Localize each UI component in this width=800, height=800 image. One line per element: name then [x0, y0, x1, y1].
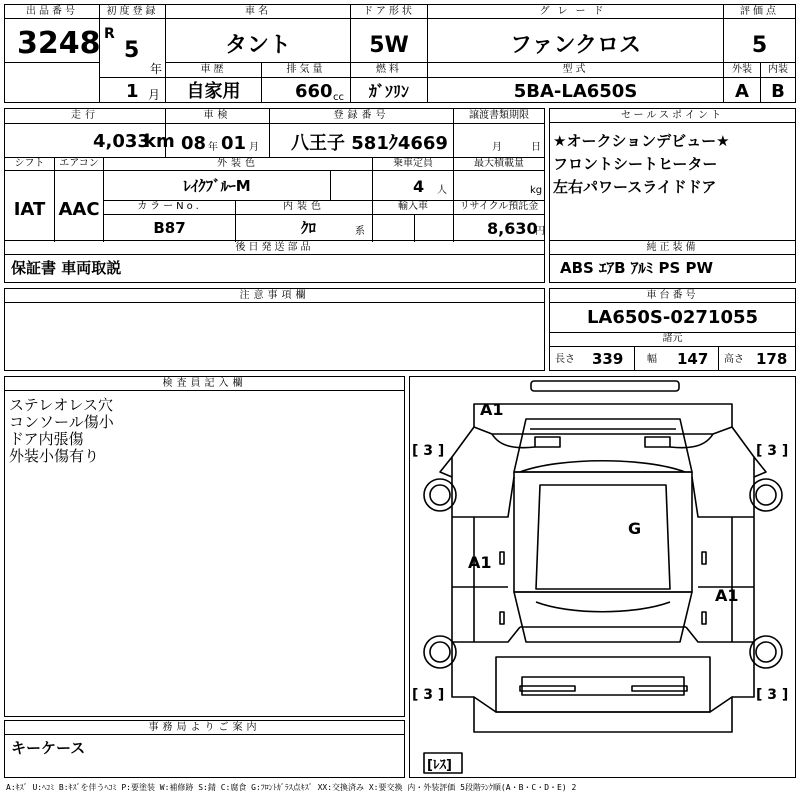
- sales-point: 左右パワースライドドア: [553, 178, 717, 196]
- caution-label: 注意事項欄: [5, 289, 544, 303]
- first-registration-label: 初度登録: [100, 5, 165, 19]
- inspection-label: 車検: [203, 110, 232, 121]
- color-label: 外装色: [217, 158, 259, 169]
- inspector-note: ドア内張傷: [9, 430, 84, 448]
- width: 147: [677, 350, 709, 368]
- inspection-month-unit: 月: [249, 142, 259, 153]
- later-items: 保証書 車両取説: [11, 259, 122, 277]
- displacement-label: 排気量: [286, 64, 326, 75]
- mileage-label: 走行: [71, 110, 99, 121]
- color-no: B87: [153, 219, 186, 237]
- color-no-label: カラーNo.: [137, 201, 202, 212]
- height: 178: [756, 350, 788, 368]
- inspection-month: 01: [221, 133, 247, 154]
- era: R: [104, 26, 115, 42]
- shift: IAT: [13, 199, 46, 220]
- details-box: [4, 108, 545, 241]
- first-registration-box: [99, 4, 166, 103]
- inspector-notes: [9, 397, 114, 465]
- fuel-label: 燃料: [376, 64, 402, 75]
- grade: ファンクロス: [509, 33, 642, 58]
- transfer-month-unit: 月: [492, 142, 502, 153]
- recycle-unit: 円: [535, 226, 545, 237]
- score: 5: [751, 33, 768, 58]
- car-diagram-box: [409, 376, 796, 778]
- exterior-label: 外装: [732, 64, 752, 75]
- capacity: 4: [413, 177, 425, 196]
- car-name: タント: [224, 33, 291, 58]
- office-note: キーケース: [11, 739, 86, 757]
- lot-number-label: 出品番号: [5, 5, 99, 19]
- caution-box: [4, 288, 545, 371]
- recycle: 8,630: [487, 219, 538, 238]
- reg-year: 5: [124, 38, 140, 63]
- history-label: 車歴: [200, 64, 227, 75]
- door: 5W: [369, 33, 409, 58]
- chassis-box: [549, 288, 796, 371]
- load-unit: kg: [530, 185, 543, 196]
- chassis-number: LA650S-0271055: [586, 307, 759, 328]
- inspector-box: [4, 376, 405, 717]
- dims-label: 諸元: [662, 333, 683, 344]
- door-box: [350, 4, 428, 103]
- mileage: 4,033: [93, 131, 150, 152]
- tire-rear-left: [ 3 ]: [412, 687, 445, 703]
- inspector-note: コンソール傷小: [9, 413, 114, 431]
- displacement: 660: [295, 81, 333, 102]
- model-code: 5BA-LA650S: [513, 81, 638, 102]
- car-diagram: [410, 377, 795, 777]
- import-label: 輸入車: [398, 201, 428, 212]
- plate: 八王子 581ｸ4669: [291, 133, 448, 154]
- exterior-grade: A: [735, 81, 749, 102]
- capacity-label: 乗車定員: [393, 158, 433, 169]
- equipment-box: [549, 240, 796, 283]
- lot-number-box: [4, 4, 100, 103]
- reg-month: 1: [126, 81, 139, 102]
- grade-box: [427, 4, 724, 103]
- office-label: 事務局よりご案内: [5, 721, 404, 735]
- sales-points-label: セールスポイント: [550, 109, 795, 123]
- transfer-day-unit: 日: [531, 142, 541, 153]
- tire-front-left: [ 3 ]: [412, 443, 445, 459]
- capacity-unit: 人: [437, 185, 447, 196]
- tire-rear-right: [ 3 ]: [756, 687, 789, 703]
- displacement-unit: cc: [333, 92, 344, 103]
- inspector-note: 外装小傷有り: [9, 447, 100, 465]
- shift-label: シフト: [14, 158, 45, 169]
- mark-roof: G: [628, 519, 642, 538]
- mileage-unit: km: [144, 131, 175, 152]
- plate-label: 登録番号: [333, 110, 390, 121]
- inspector-note: ステレオレス穴: [9, 396, 113, 414]
- equipment-label: 純正装備: [550, 241, 795, 255]
- model-code-label: 型式: [562, 64, 589, 75]
- ac-label: エアコン: [59, 158, 99, 169]
- mark-right-rear: A1: [715, 586, 739, 605]
- interior-color-label: 内装色: [283, 201, 325, 212]
- spare-tire: [ﾚｽ]: [427, 758, 452, 773]
- ac: AAC: [58, 199, 100, 220]
- recycle-label: リサイクル預託金: [459, 201, 539, 212]
- length-label: 長さ: [555, 354, 575, 365]
- length: 339: [592, 350, 624, 368]
- equipment: ABS ｴｱB ｱﾙﾐ PS PW: [560, 259, 714, 277]
- inspection-year-unit: 年: [208, 142, 218, 153]
- reg-year-unit: 年: [150, 62, 163, 76]
- fuel: ｶﾞｿﾘﾝ: [368, 82, 409, 101]
- tire-front-right: [ 3 ]: [756, 443, 789, 459]
- width-label: 幅: [647, 354, 657, 365]
- sales-points-box: [549, 108, 796, 241]
- sales-point: ★オークションデビュー★: [553, 132, 730, 150]
- office-box: [4, 720, 405, 778]
- history: 自家用: [186, 81, 241, 102]
- later-items-box: [4, 240, 545, 283]
- interior-label: 内装: [768, 64, 788, 75]
- chassis-label: 車台番号: [550, 289, 795, 303]
- inspection-year: 08: [181, 133, 207, 154]
- sales-point: フロントシートヒーター: [553, 155, 718, 173]
- lot-number: 3248: [17, 26, 101, 61]
- grade-label: グレード: [428, 5, 723, 19]
- load-label: 最大積載量: [474, 158, 524, 169]
- mark-left-side: A1: [468, 553, 492, 572]
- door-label: ドア形状: [351, 5, 427, 19]
- later-items-label: 後日発送部品: [5, 241, 544, 255]
- interior-color: ｸﾛ: [301, 219, 317, 237]
- score-box: [723, 4, 796, 103]
- interior-grade: B: [771, 81, 785, 102]
- sales-points-list: [553, 130, 730, 199]
- color: ﾚｲｸﾌﾞﾙｰM: [183, 177, 251, 195]
- car-name-label: 車名: [166, 5, 350, 19]
- interior-color-unit: 系: [355, 226, 365, 237]
- score-label: 評価点: [724, 5, 795, 19]
- inspector-label: 検査員記入欄: [5, 377, 404, 391]
- reg-month-unit: 月: [148, 88, 161, 102]
- transfer-label: 譲渡書類期限: [469, 110, 529, 121]
- mark-front-bumper: A1: [480, 400, 504, 419]
- height-label: 高さ: [724, 354, 744, 365]
- legend: A:ｷｽﾞ U:ﾍｺﾐ B:ｷｽﾞを伴うﾍｺﾐ P:要塗装 W:補修跡 S:錆 C:腐食 G:ﾌﾛﾝﾄｶﾞﾗｽ点ｷｽﾞ XX:交換済み X:要交換 内・外装評価 5段階ﾗﾝｸ順(A・B・C・D・E) 2: [6, 783, 577, 792]
- car-name-box: [165, 4, 351, 103]
